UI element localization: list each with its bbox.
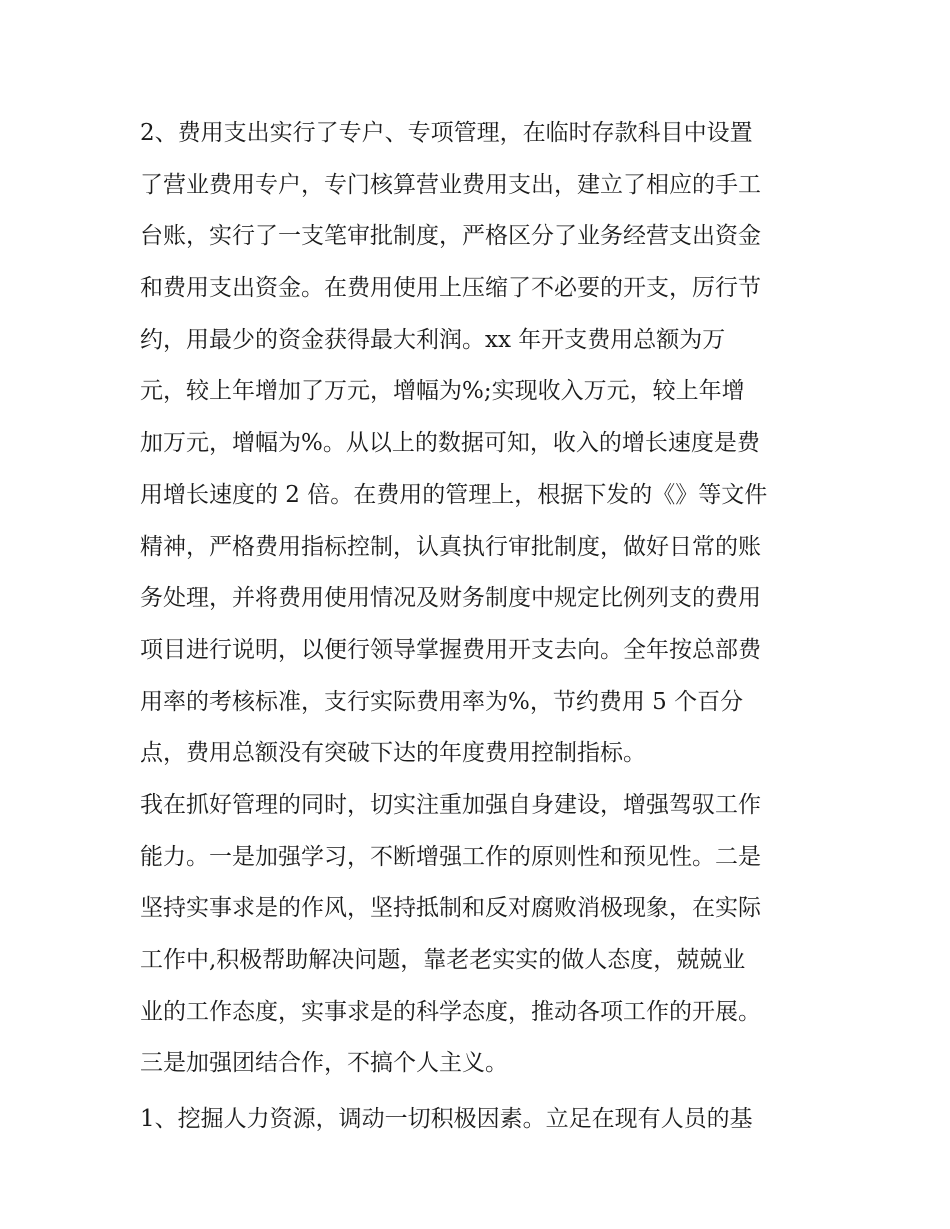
text-line: 用率的考核标准，支行实际费用率为%，节约费用 5 个百分 — [140, 688, 744, 715]
text-line: 务处理，并将费用使用情况及财务制度中规定比例列支的费用 — [140, 585, 761, 612]
paragraph-expense-management — [140, 108, 820, 780]
text-line: 坚持实事求是的作风，坚持抵制和反对腐败消极现象，在实际 — [140, 895, 761, 922]
text-line: 我在抓好管理的同时，切实注重加强自身建设，增强驾驭工作 — [140, 791, 761, 818]
text-line: 和费用支出资金。在费用使用上压缩了不必要的开支，厉行节 — [140, 275, 761, 302]
text-line: 1、挖掘人力资源，调动一切积极因素。立足在现有人员的基 — [140, 1106, 753, 1133]
text-line: 了营业费用专户，专门核算营业费用支出，建立了相应的手工 — [140, 171, 761, 198]
paragraph-self-improvement — [140, 780, 820, 1090]
text-line: 台账，实行了一支笔审批制度，严格区分了业务经营支出资金 — [140, 223, 761, 250]
text-line: 元，较上年增加了万元，增幅为%;实现收入万元，较上年增 — [140, 378, 745, 405]
text-line: 项目进行说明，以便行领导掌握费用开支去向。全年按总部费 — [140, 636, 761, 663]
text-line: 约，用最少的资金获得最大利润。xx 年开支费用总额为万 — [140, 326, 726, 353]
text-line: 业的工作态度，实事求是的科学态度，推动各项工作的开展。 — [140, 998, 761, 1025]
text-line: 精神，严格费用指标控制，认真执行审批制度，做好日常的账 — [140, 533, 761, 560]
text-line: 用增长速度的 2 倍。在费用的管理上，根据下发的《》等文件 — [140, 481, 768, 508]
text-line: 工作中,积极帮助解决问题，靠老老实实的做人态度，兢兢业 — [140, 947, 746, 973]
text-line: 点，费用总额没有突破下达的年度费用控制指标。 — [140, 740, 646, 767]
text-line: 能力。一是加强学习，不断增强工作的原则性和预见性。二是 — [140, 843, 761, 870]
text-line: 三是加强团结合作，不搞个人主义。 — [140, 1050, 508, 1077]
text-line: 加万元，增幅为%。从以上的数据可知，收入的增长速度是费 — [140, 430, 760, 457]
text-line: 2、费用支出实行了专户、专项管理，在临时存款科目中设置 — [140, 120, 753, 146]
document-body — [140, 108, 820, 1146]
paragraph-human-resources — [140, 1094, 820, 1146]
